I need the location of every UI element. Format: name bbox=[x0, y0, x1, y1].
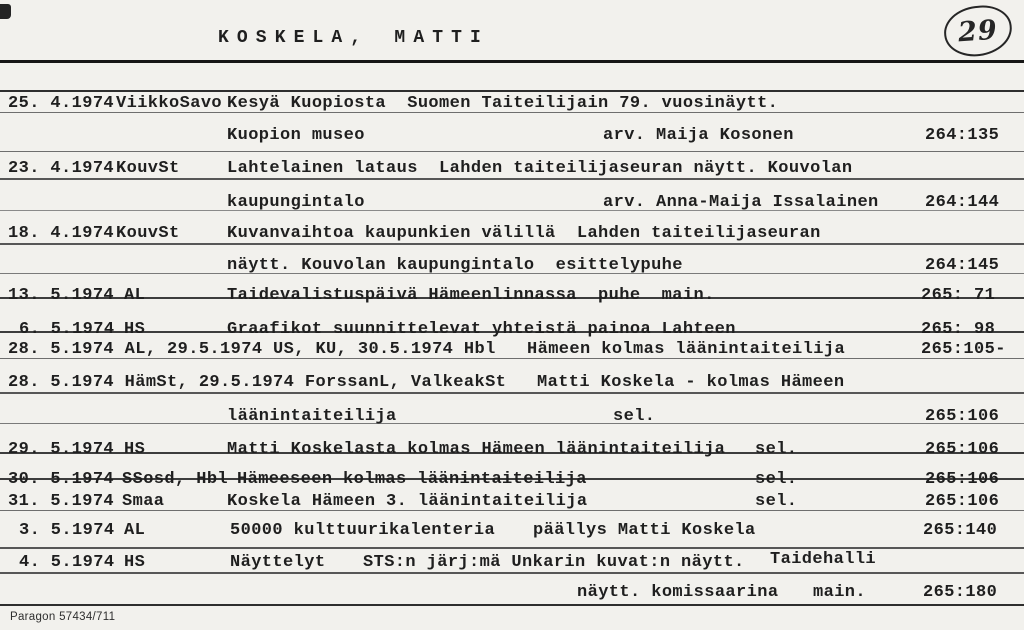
card-imprint: Paragon 57434/711 bbox=[10, 611, 116, 623]
ruled-line bbox=[0, 90, 1024, 92]
entry-source: KouvSt bbox=[116, 159, 180, 178]
entry-ref: 265:106 bbox=[925, 492, 1000, 511]
entry-source: SSosd, Hbl bbox=[122, 470, 229, 489]
entry-row bbox=[0, 440, 1024, 460]
entry-title: Kuvanvaihtoa kaupunkien välillä Lahden taiteilijaseuran bbox=[227, 224, 821, 243]
entry-title: Hämeen kolmas läänintaiteilija bbox=[527, 340, 846, 359]
entry-title: läänintaiteilija bbox=[227, 407, 397, 426]
entry-title: Kuopion museo bbox=[227, 126, 365, 145]
entry-title: Matti Koskela - kolmas Hämeen bbox=[537, 373, 845, 392]
entry-ref: 265:140 bbox=[923, 521, 998, 540]
entry-date: 28. 5.1974 AL, 29.5.1974 US, KU, 30.5.1974 Hbl bbox=[8, 340, 496, 359]
entry-title: näytt. Kouvolan kaupungintalo esittelypuhe bbox=[227, 256, 683, 275]
entry-ref: 265:106 bbox=[925, 470, 1000, 489]
ruled-line bbox=[0, 547, 1024, 549]
entry-title: Näyttelyt bbox=[230, 553, 326, 572]
entry-note: päällys Matti Koskela bbox=[533, 521, 756, 540]
entry-title: näytt. komissaarina bbox=[577, 583, 779, 602]
entry-row bbox=[0, 583, 1024, 603]
entry-title: Matti Koskelasta kolmas Hämeen läänintaiteilija bbox=[227, 440, 726, 459]
entry-row bbox=[0, 470, 1024, 490]
entry-title: Lahtelainen lataus Lahden taiteilijaseuran näytt. Kouvolan bbox=[227, 159, 853, 178]
entry-ref: 265:106 bbox=[925, 407, 1000, 426]
entry-note: sel. bbox=[613, 407, 656, 426]
entry-ref: 264:135 bbox=[925, 126, 1000, 145]
entry-row bbox=[0, 373, 1024, 393]
entry-row bbox=[0, 320, 1024, 340]
entry-note: sel. bbox=[755, 492, 798, 511]
entry-date: 23. 4.1974 bbox=[8, 159, 115, 178]
page-number: 29 bbox=[957, 14, 999, 48]
entry-date: 25. 4.1974 bbox=[8, 94, 115, 113]
entry-row bbox=[0, 286, 1024, 306]
entry-note: sel. bbox=[755, 440, 798, 459]
entry-date: 3. 5.1974 bbox=[19, 521, 115, 540]
entry-note: main. bbox=[813, 583, 867, 602]
entry-date: 6. 5.1974 bbox=[19, 320, 115, 339]
entry-date: 31. 5.1974 bbox=[8, 492, 115, 511]
entry-title: Hämeeseen kolmas läänintaiteilija bbox=[237, 470, 587, 489]
entry-note: arv. Anna-Maija Issalainen bbox=[603, 193, 879, 212]
entry-source: AL bbox=[124, 286, 146, 305]
entry-row bbox=[0, 159, 1024, 179]
ruled-line bbox=[0, 151, 1024, 152]
entry-title: kaupungintalo bbox=[227, 193, 365, 212]
entry-title: Graafikot suunnittelevat yhteistä painoa Lahteen bbox=[227, 320, 736, 339]
ruled-line bbox=[0, 604, 1024, 606]
entry-row bbox=[0, 550, 1024, 573]
entry-source: HS bbox=[124, 440, 146, 459]
page-title: KOSKELA, MATTI bbox=[218, 28, 489, 48]
scan-corner-mark bbox=[0, 4, 11, 19]
entry-date: 13. 5.1974 bbox=[8, 286, 115, 305]
entry-date: 4. 5.1974 bbox=[19, 553, 115, 572]
entry-row bbox=[0, 521, 1024, 541]
entry-row bbox=[0, 126, 1024, 146]
entry-source: Smaa bbox=[122, 492, 165, 511]
entry-title: Koskela Hämeen 3. läänintaiteilija bbox=[227, 492, 588, 511]
entry-ref: 264:145 bbox=[925, 256, 1000, 275]
entry-date: 29. 5.1974 bbox=[8, 440, 115, 459]
entry-source: HS bbox=[124, 553, 146, 572]
entry-source: ViikkoSavo bbox=[116, 94, 223, 113]
entry-ref: 265: 71 bbox=[921, 286, 996, 305]
entry-title: STS:n järj:mä Unkarin kuvat:n näytt. bbox=[363, 553, 745, 572]
entry-ref: 265: 98 bbox=[921, 320, 996, 339]
entry-row bbox=[0, 407, 1024, 427]
entry-note: Taidehalli bbox=[770, 550, 877, 569]
entry-ref: 264:144 bbox=[925, 193, 1000, 212]
entry-row bbox=[0, 492, 1024, 512]
page-number-circle bbox=[941, 2, 1015, 60]
entry-ref: 265:180 bbox=[923, 583, 998, 602]
entry-source: HS bbox=[124, 320, 146, 339]
entry-ref: 265:105- bbox=[921, 340, 1006, 359]
entry-row bbox=[0, 94, 1024, 114]
entry-date: 18. 4.1974 bbox=[8, 224, 115, 243]
entry-source: AL bbox=[124, 521, 146, 540]
entry-row bbox=[0, 193, 1024, 213]
entry-date: 28. 5.1974 HämSt, 29.5.1974 ForssanL, ValkeakSt bbox=[8, 373, 507, 392]
entry-title: Kesyä Kuopiosta Suomen Taiteilijain 79. vuosinäytt. bbox=[227, 94, 779, 113]
entry-row bbox=[0, 340, 1024, 360]
entry-ref: 265:106 bbox=[925, 440, 1000, 459]
entry-note: arv. Maija Kosonen bbox=[603, 126, 794, 145]
entry-note: sel. bbox=[755, 470, 798, 489]
entry-date: 30. 5.1974 bbox=[8, 470, 115, 489]
entry-row bbox=[0, 256, 1024, 276]
entry-title: Taidevalistuspäivä Hämeenlinnassa puhe main. bbox=[227, 286, 715, 305]
entry-title: 50000 kulttuurikalenteria bbox=[230, 521, 496, 540]
entry-source: KouvSt bbox=[116, 224, 180, 243]
entry-row bbox=[0, 224, 1024, 244]
ruled-line bbox=[0, 60, 1024, 63]
